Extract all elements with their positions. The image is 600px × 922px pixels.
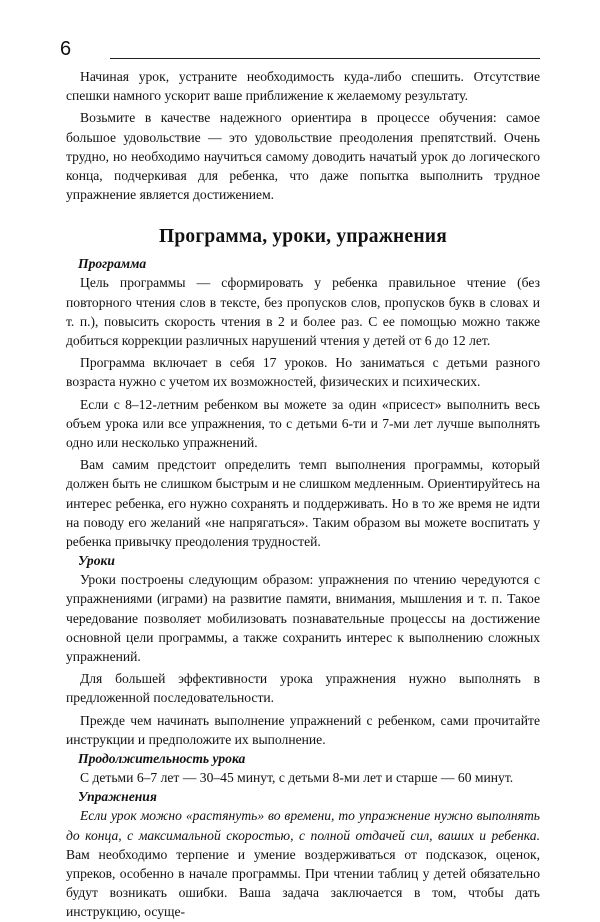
body-paragraph: Прежде чем начинать выполнение упражнений с ребенком, сами прочитайте инструкции и предположите их выполнение. xyxy=(66,712,540,747)
body-paragraph-exercises xyxy=(66,806,540,921)
italic-lead-text: Если урок можно «растянуть» во времени, то упражнение нужно выполнять до конца, с максимальной скоростью, с полной отдачей сил, ваших и ребенка. xyxy=(66,808,540,843)
intro-paragraph: Возьмите в качестве надежного ориентира в процессе обучения: самое большое удовольствие — это удовольствие преодоления препятствий. Очень трудно, но необходимо научиться самому доводить начатый урок до логического конца, подчеркивая для ребенка, что даже попытка выполнить трудное упражнение является достижением. xyxy=(66,110,540,203)
body-paragraph: Цель программы — сформировать у ребенка правильное чтение (без повторного чтения слов в тексте, без пропусков слов, пропусков букв в словах и т. п.), повысить скорость чтения в 2 и более раз. С ее помощью можно также добиться коррекции различных нарушений чтения у детей от 6 до 12 лет. xyxy=(66,275,540,349)
subheading-exercises: Упражнения xyxy=(78,789,157,805)
section-title: Программа, уроки, упражнения xyxy=(159,226,447,248)
body-paragraph: Если с 8–12-летним ребенком вы можете за один «присест» выполнить весь объем урока или все упражнения, то с детьми 6-ти и 7-ми лет лучше выполнять одно или несколько упражнений. xyxy=(66,396,540,451)
subheading-duration: Продолжительность урока xyxy=(78,751,246,767)
subheading-lessons: Уроки xyxy=(78,553,115,569)
body-paragraph: Для большей эффективности урока упражнения нужно выполнять в предложенной последовательности. xyxy=(66,671,540,706)
header-rule xyxy=(110,58,540,59)
subheading-program: Программа xyxy=(78,256,147,272)
body-paragraph: С детьми 6–7 лет — 30–45 минут, с детьми 8-ми лет и старше — 60 минут. xyxy=(80,770,514,786)
intro-paragraph: Начиная урок, устраните необходимость куда-либо спешить. Отсутствие спешки намного ускорит ваше приближение к желаемому результату. xyxy=(66,69,540,104)
body-paragraph: Программа включает в себя 17 уроков. Но заниматься с детьми разного возраста нужно с учетом их возможностей, физических и психических. xyxy=(66,355,540,390)
body-text: Вам необходимо терпение и умение воздерживаться от подсказок, оценок, упреков, особенно в начале программы. При чтении таблиц у детей обязательно будут возникать ошибки. Ваша задача заключается в том, чтобы дать инструкцию, осуще- xyxy=(66,846,540,920)
body-paragraph: Вам самим предстоит определить темп выполнения программы, который должен быть не слишком быстрым и не слишком медленным. Ориентируйтесь на интерес ребенка, его нужно сохранять и поддерживать. Но в то же время не идти на поводу его желаний «не напрягаться». Таким образом вы можете воспитать у ребенка привычку преодоления трудностей. xyxy=(66,457,540,550)
body-paragraph: Уроки построены следующим образом: упражнения по чтению чередуются с упражнениями (играми) на развитие памяти, внимания, мышления и т. п. Такое чередование позволяет мобилизовать познавательные процессы на достижение основной цели программы, а также сохранить интерес к выполнению сложных упражнений. xyxy=(66,572,540,665)
page-content xyxy=(66,67,540,922)
page-number: 6 xyxy=(60,38,72,60)
